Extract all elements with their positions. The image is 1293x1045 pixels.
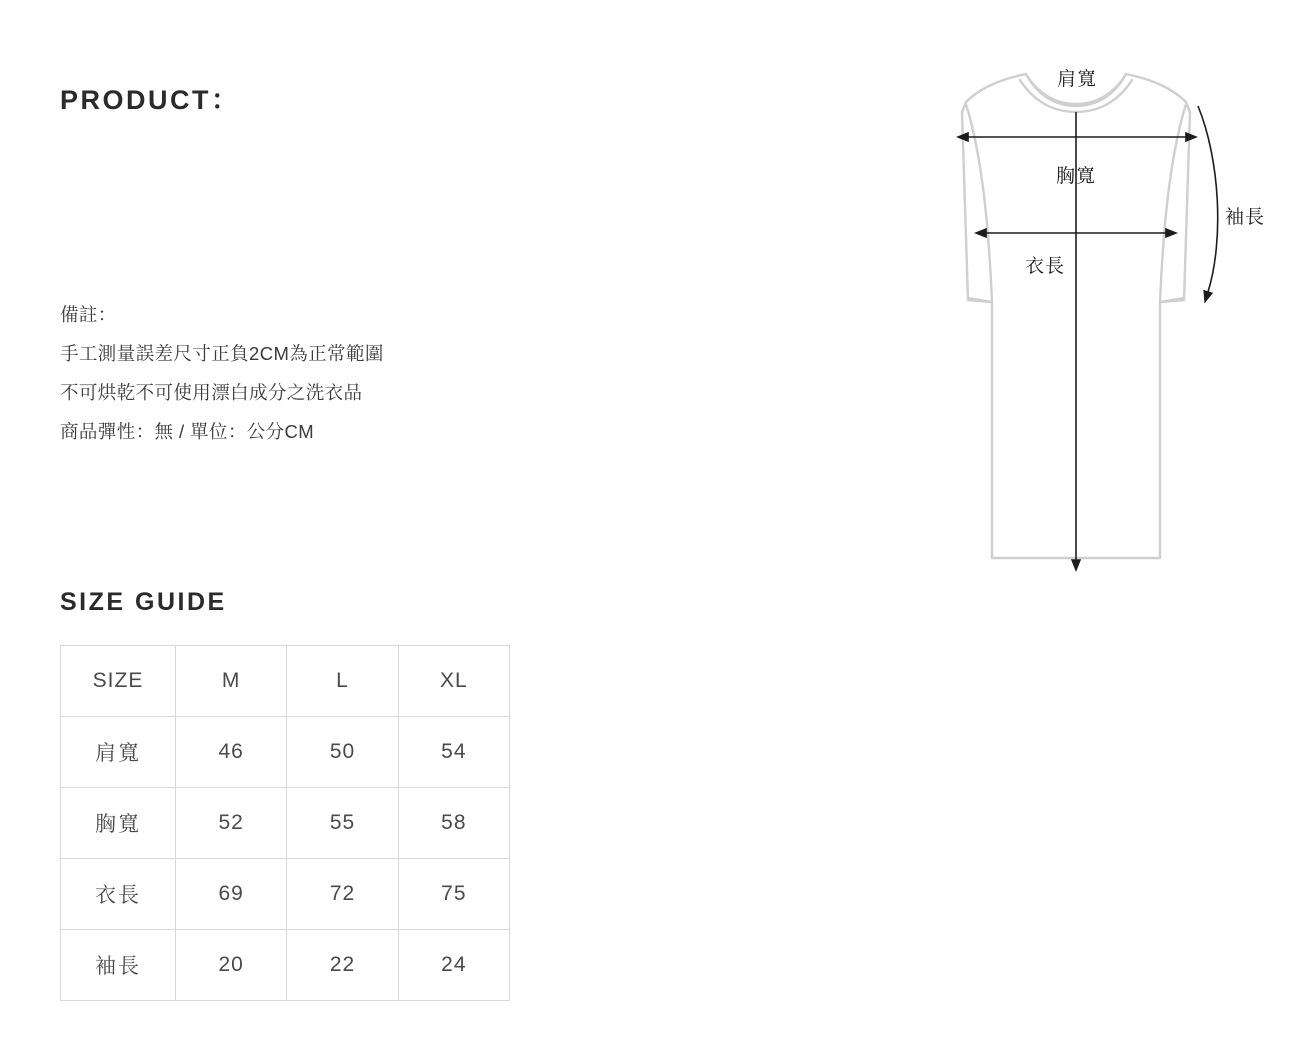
row-label-length: 衣長 xyxy=(61,859,176,930)
cell-shoulder-xl: 54 xyxy=(398,717,509,788)
notes-line-3: 商品彈性：無 / 單位：公分CM xyxy=(60,421,315,442)
table-row xyxy=(61,717,510,788)
cell-chest-l: 55 xyxy=(287,788,398,859)
cell-shoulder-m: 46 xyxy=(176,717,287,788)
length-dimension-label: 衣長 xyxy=(1024,256,1065,277)
tshirt-measurement-diagram xyxy=(720,40,1293,600)
table-header-xl: XL xyxy=(398,646,509,717)
cell-chest-m: 52 xyxy=(176,788,287,859)
size-guide-table xyxy=(60,645,510,1001)
garment-diagram-column xyxy=(720,0,1293,1045)
sleeve-dimension-label: 袖長 xyxy=(1225,207,1266,228)
row-label-shoulder: 肩寬 xyxy=(61,717,176,788)
cell-length-xl: 75 xyxy=(398,859,509,930)
table-row xyxy=(61,788,510,859)
table-header-l: L xyxy=(287,646,398,717)
cell-shoulder-l: 50 xyxy=(287,717,398,788)
cell-chest-xl: 58 xyxy=(398,788,509,859)
cell-sleeve-xl: 24 xyxy=(398,930,509,1001)
notes-line-1: 手工測量誤差尺寸正負2CM為正常範圍 xyxy=(60,343,384,364)
cell-sleeve-l: 22 xyxy=(287,930,398,1001)
table-header-m: M xyxy=(176,646,287,717)
cell-length-l: 72 xyxy=(287,859,398,930)
table-row xyxy=(61,930,510,1001)
table-row xyxy=(61,859,510,930)
cell-length-m: 69 xyxy=(176,859,287,930)
notes-block xyxy=(60,295,384,451)
size-guide-title: SIZE GUIDE xyxy=(60,588,227,616)
table-header-row xyxy=(61,646,510,717)
page-title: PRODUCT： xyxy=(60,85,241,115)
table-header-size: SIZE xyxy=(61,646,176,717)
chest-dimension-label: 胸寬 xyxy=(1055,166,1097,187)
cell-sleeve-m: 20 xyxy=(176,930,287,1001)
shoulder-dimension-label: 肩寬 xyxy=(1056,69,1098,90)
sleeve-dimension xyxy=(1198,106,1265,292)
row-label-chest: 胸寬 xyxy=(61,788,176,859)
notes-line-2: 不可烘乾不可使用漂白成分之洗衣品 xyxy=(60,382,363,403)
notes-title: 備註： xyxy=(60,304,117,325)
left-content-column xyxy=(60,0,720,1045)
row-label-sleeve: 袖長 xyxy=(61,930,176,1001)
